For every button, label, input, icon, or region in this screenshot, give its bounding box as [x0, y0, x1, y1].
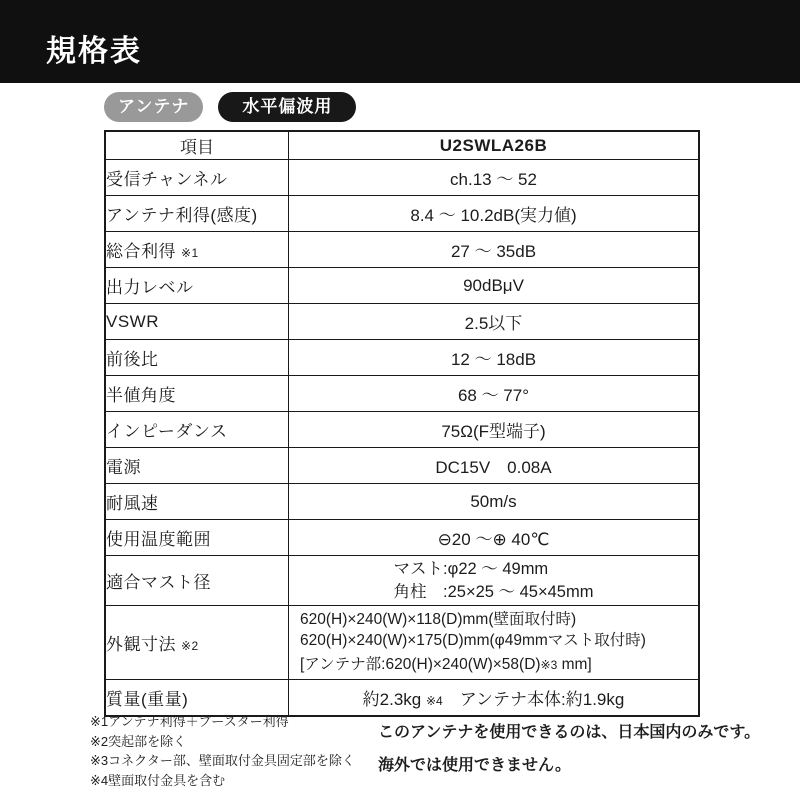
table-row	[105, 268, 699, 304]
footnote-line: ※2突起部を除く	[90, 733, 187, 749]
table-header-row	[105, 131, 699, 160]
country-notice	[378, 716, 760, 782]
spec-label: 半値角度	[105, 376, 289, 412]
footnotes	[90, 712, 355, 790]
page-title: 規格表	[46, 35, 142, 68]
table-row	[105, 376, 699, 412]
spec-label: 受信チャンネル	[105, 160, 289, 196]
spec-label: 外観寸法 ※2	[105, 606, 289, 680]
spec-value-line: 620(H)×240(W)×175(D)mm(φ49mmマスト取付時)	[300, 632, 646, 649]
spec-label: 電源	[105, 448, 289, 484]
footnote-ref: ※2	[181, 639, 199, 653]
spec-value: 75Ω(F型端子)	[289, 412, 700, 448]
spec-value: 50m/s	[289, 484, 700, 520]
spec-value	[289, 606, 700, 680]
spec-label: 耐風速	[105, 484, 289, 520]
spec-value: 約2.3kg ※4 アンテナ本体:約1.9kg	[289, 680, 700, 717]
spec-value-lines	[300, 609, 696, 676]
spec-value: ch.13 ～ 52	[289, 160, 700, 196]
table-row	[105, 448, 699, 484]
table-row	[105, 606, 699, 680]
footnote-line: ※3コネクター部、壁面取付金具固定部を除く	[90, 753, 355, 768]
spec-value: ⊖20 ～⊕ 40℃	[289, 520, 700, 556]
table-row	[105, 520, 699, 556]
footnote-line: ※4壁面取付金具を含む	[90, 772, 226, 788]
footnote-line: ※1アンテナ利得＋ブースター利得	[90, 714, 289, 729]
spec-label: 出力レベル	[105, 268, 289, 304]
table-row	[105, 680, 699, 717]
column-header-model: U2SWLA26B	[289, 131, 700, 160]
spec-table	[104, 130, 700, 717]
badge-antenna: アンテナ	[104, 92, 203, 122]
header-bar	[0, 0, 800, 83]
notice-line: 海外では使用できません。	[378, 757, 571, 774]
spec-label: 総合利得 ※1	[105, 232, 289, 268]
table-row	[105, 412, 699, 448]
spec-value: 8.4 ～ 10.2dB(実力値)	[289, 196, 700, 232]
spec-value-line: 620(H)×240(W)×118(D)mm(壁面取付時)	[300, 611, 577, 628]
table-row	[105, 160, 699, 196]
notice-line: このアンテナを使用できるのは、日本国内のみです。	[378, 724, 761, 741]
spec-value: 2.5以下	[289, 304, 700, 340]
table-row	[105, 304, 699, 340]
table-row	[105, 196, 699, 232]
column-header-item: 項目	[105, 131, 289, 160]
footnote-ref: ※4	[425, 694, 443, 708]
spec-label: 適合マスト径	[105, 556, 289, 606]
table-row	[105, 340, 699, 376]
footnote-ref: ※3	[540, 658, 558, 672]
spec-label: アンテナ利得(感度)	[105, 196, 289, 232]
spec-label: 使用温度範囲	[105, 520, 289, 556]
spec-label: VSWR	[105, 304, 289, 340]
table-row	[105, 556, 699, 606]
table-row	[105, 484, 699, 520]
spec-value: 68 ～ 77°	[289, 376, 700, 412]
spec-label: 前後比	[105, 340, 289, 376]
spec-value-lines	[394, 558, 594, 604]
table-row	[105, 232, 699, 268]
footnote-ref: ※1	[181, 246, 199, 260]
badge-horizontal-polarization: 水平偏波用	[218, 92, 356, 122]
spec-value: 12 ～ 18dB	[289, 340, 700, 376]
spec-value: 27 ～ 35dB	[289, 232, 700, 268]
spec-label: インピーダンス	[105, 412, 289, 448]
spec-value	[289, 556, 700, 606]
spec-table-body	[105, 160, 699, 717]
spec-value: DC15V 0.08A	[289, 448, 700, 484]
badge-row	[104, 92, 356, 122]
spec-value-line: 角柱 :25×25 ～ 45×45mm	[393, 582, 594, 601]
spec-label: 質量(重量)	[105, 680, 289, 717]
spec-value-line: マスト:φ22 ～ 49mm	[393, 559, 549, 578]
spec-value-line: [アンテナ部:620(H)×240(W)×58(D)※3 mm]	[300, 656, 592, 673]
spec-value: 90dBμV	[289, 268, 700, 304]
